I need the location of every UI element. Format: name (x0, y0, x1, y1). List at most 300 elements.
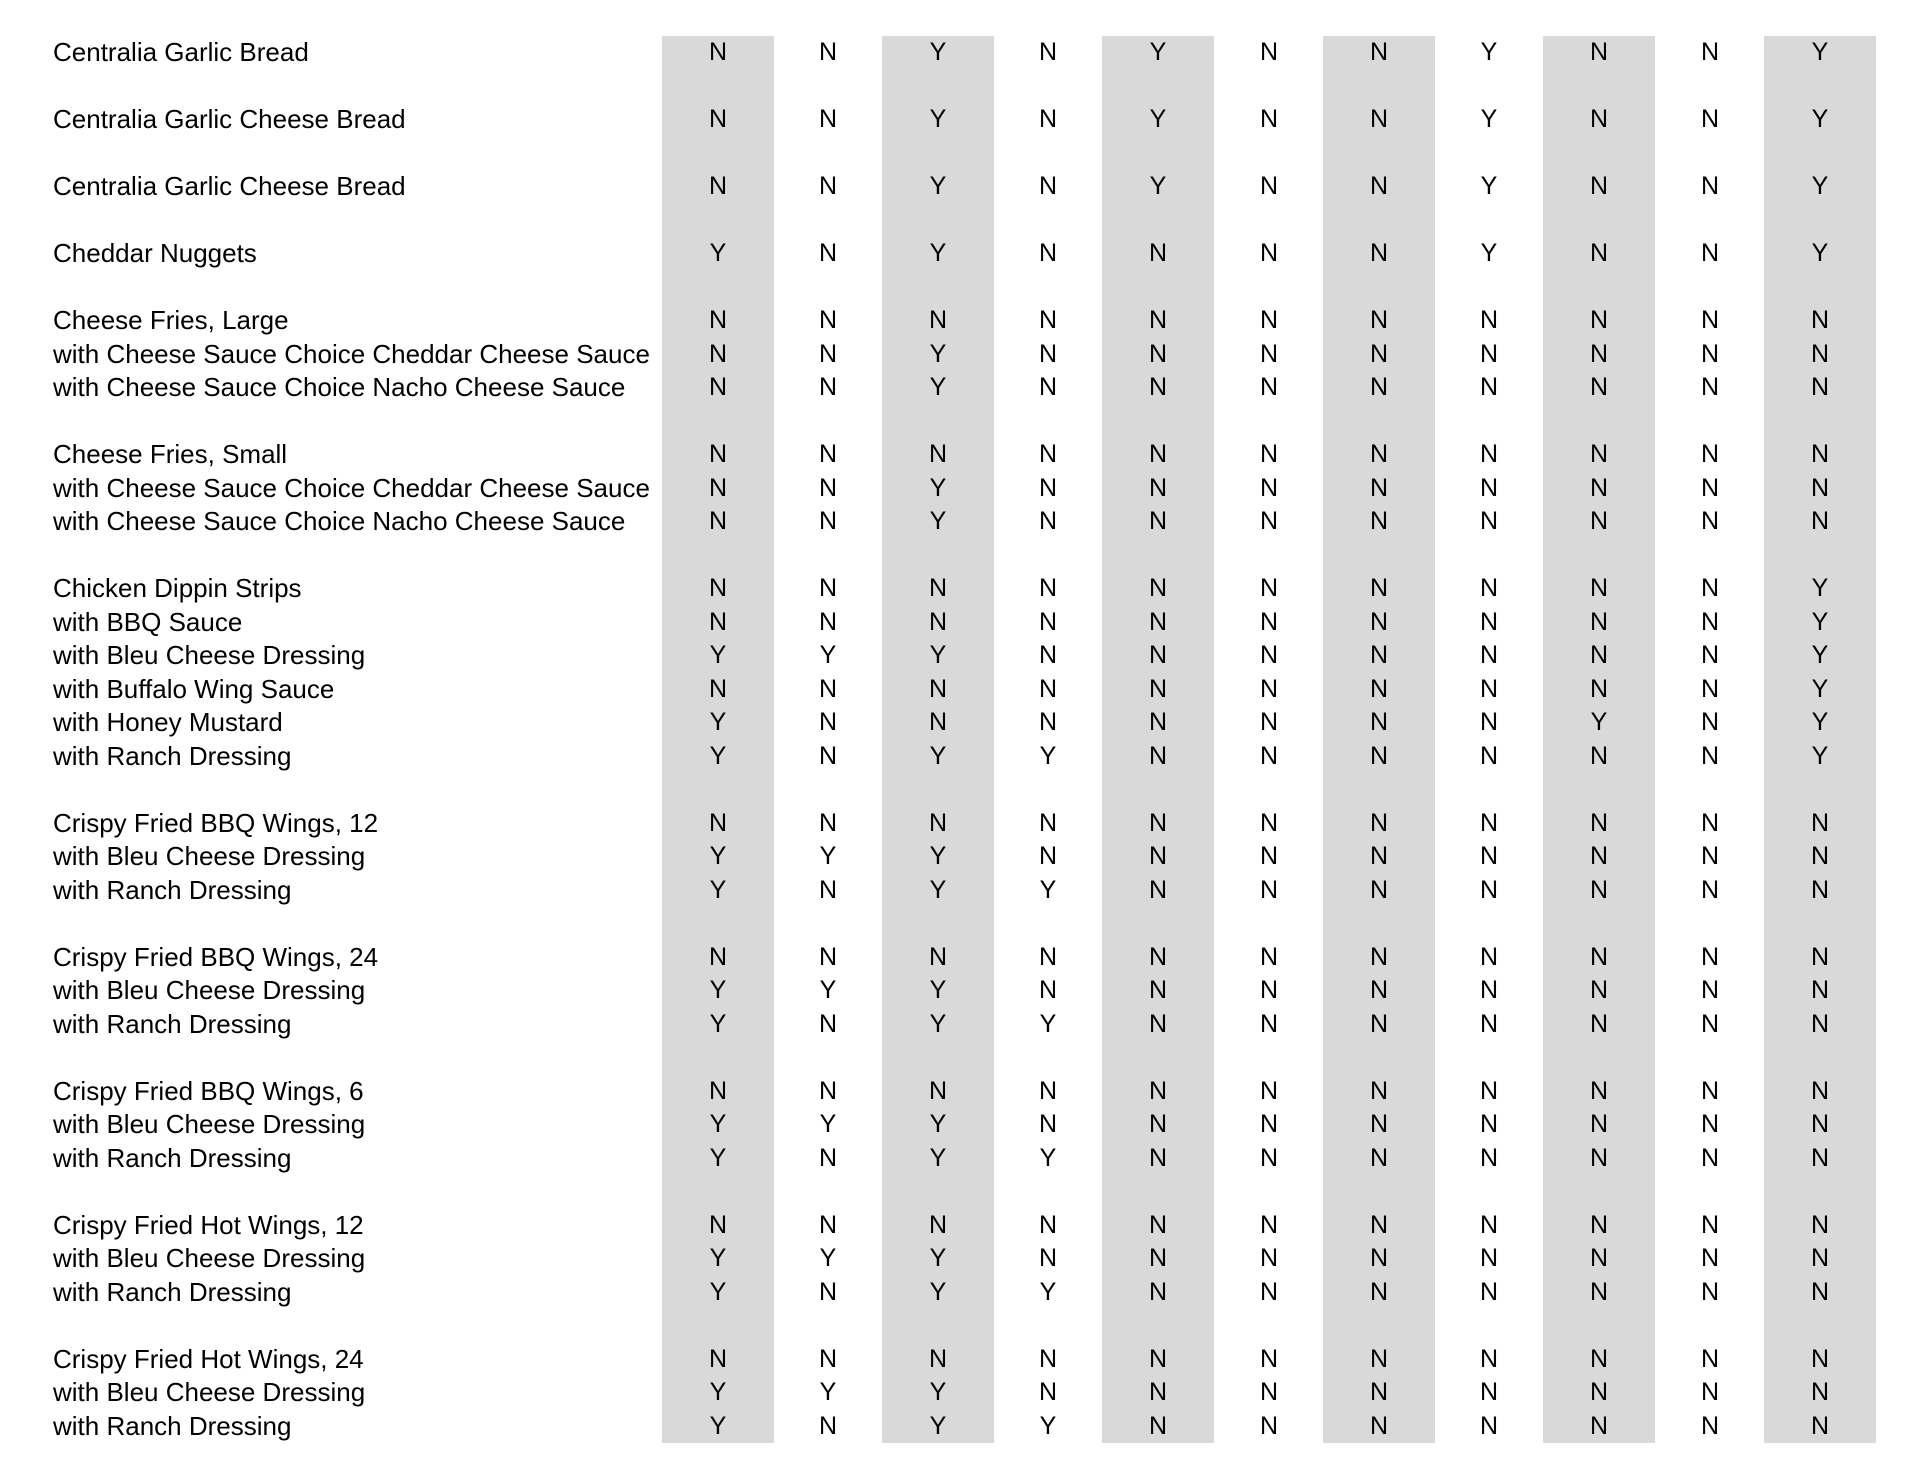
cell-value: N (1259, 306, 1279, 334)
cell-value: N (1148, 1378, 1168, 1406)
table-row (0, 237, 1920, 271)
cell-value: N (1589, 574, 1609, 602)
cell-value: N (1259, 1411, 1279, 1440)
cell-value: N (1589, 1076, 1609, 1105)
cell-value: N (1038, 473, 1058, 502)
item-option-label: with Buffalo Wing Sauce (53, 673, 335, 704)
cell-value: N (1589, 1411, 1609, 1440)
cell-value: N (1259, 875, 1279, 904)
cell-value: N (818, 473, 838, 502)
cell-value: N (1369, 1076, 1389, 1105)
cell-value: N (708, 1076, 728, 1105)
cell-value: N (1810, 1411, 1830, 1440)
cell-value: N (1810, 1344, 1830, 1373)
cell-value: N (1148, 473, 1168, 502)
cell-value: N (1259, 38, 1279, 66)
cell-value: N (1038, 708, 1058, 736)
table-row (0, 639, 1920, 673)
cell-value: N (1589, 942, 1609, 971)
cell-value: N (1589, 808, 1609, 837)
table-row (0, 606, 1920, 640)
cell-value: Y (929, 373, 947, 401)
table-row (0, 1008, 1920, 1042)
cell-value: N (1479, 842, 1499, 870)
table-row (0, 1242, 1920, 1276)
cell-value: N (1589, 607, 1609, 636)
cell-value: N (1700, 842, 1720, 870)
cell-value: Y (929, 1009, 947, 1038)
item-option-label: with Bleu Cheese Dressing (53, 1377, 366, 1407)
cell-value: N (1148, 1143, 1168, 1172)
item-label: Cheddar Nuggets (53, 238, 257, 268)
cell-value: N (1259, 741, 1279, 770)
cell-value: N (928, 674, 948, 703)
cell-value: N (1148, 1277, 1168, 1306)
cell-value: N (1259, 976, 1279, 1004)
cell-value: N (1369, 1411, 1389, 1440)
cell-value: N (928, 1210, 948, 1239)
cell-value: N (1700, 708, 1720, 736)
cell-value: N (1148, 1009, 1168, 1038)
cell-value: N (1810, 1110, 1830, 1138)
item-option-label: with Ranch Dressing (53, 1410, 292, 1441)
cell-value: N (1038, 507, 1058, 535)
cell-value: Y (709, 741, 727, 770)
item-option-label: with Bleu Cheese Dressing (53, 975, 366, 1005)
cell-value: N (1369, 507, 1389, 535)
cell-value: N (818, 1009, 838, 1038)
cell-value: N (1589, 875, 1609, 904)
cell-value: N (818, 1344, 838, 1373)
cell-value: N (708, 607, 728, 636)
cell-value: N (928, 1076, 948, 1105)
cell-value: N (1700, 741, 1720, 770)
cell-value: N (1369, 339, 1389, 368)
cell-value: N (818, 942, 838, 971)
table-row (0, 706, 1920, 740)
cell-value: N (1700, 373, 1720, 401)
item-option-label: with Ranch Dressing (53, 1142, 292, 1173)
table-row (0, 438, 1920, 472)
cell-value: N (1259, 674, 1279, 703)
cell-value: N (1259, 507, 1279, 535)
cell-value: N (1369, 708, 1389, 736)
table-row (0, 1276, 1920, 1310)
cell-value: N (1810, 339, 1830, 368)
cell-value: N (1589, 38, 1609, 66)
cell-value: N (1700, 38, 1720, 66)
cell-value: N (1369, 1244, 1389, 1272)
cell-value: N (1810, 306, 1830, 334)
table-row (0, 371, 1920, 405)
table-row (0, 1410, 1920, 1444)
cell-value: N (818, 1277, 838, 1306)
cell-value: N (1700, 473, 1720, 502)
table-row (0, 1142, 1920, 1176)
cell-value: Y (1039, 1411, 1057, 1440)
cell-value: N (1700, 942, 1720, 971)
cell-value: Y (1480, 239, 1498, 267)
table-row (0, 170, 1920, 204)
cell-value: N (1479, 339, 1499, 368)
item-label: Centralia Garlic Bread (53, 37, 309, 67)
cell-value: N (708, 172, 728, 200)
cell-value: N (1589, 1210, 1609, 1239)
cell-value: N (1148, 1411, 1168, 1440)
cell-value: N (1038, 1344, 1058, 1373)
cell-value: N (1589, 105, 1609, 133)
item-option-label: with Ranch Dressing (53, 874, 292, 905)
cell-value: N (928, 440, 948, 468)
cell-value: N (928, 306, 948, 334)
cell-value: N (1148, 842, 1168, 870)
cell-value: N (1700, 1110, 1720, 1138)
cell-value: N (818, 708, 838, 736)
table-row (0, 840, 1920, 874)
cell-value: N (1369, 473, 1389, 502)
cell-value: N (818, 674, 838, 703)
cell-value: N (1700, 1076, 1720, 1105)
cell-value: N (1259, 942, 1279, 971)
cell-value: Y (819, 1378, 837, 1406)
cell-value: N (1810, 473, 1830, 502)
cell-value: Y (929, 976, 947, 1004)
cell-value: N (708, 507, 728, 535)
cell-value: N (818, 172, 838, 200)
item-label: Cheese Fries, Small (53, 439, 288, 469)
item-option-label: with Cheese Sauce Choice Cheddar Cheese Sauce (53, 338, 650, 369)
cell-value: N (1259, 1344, 1279, 1373)
item-option-label: with Bleu Cheese Dressing (53, 1243, 366, 1273)
cell-value: N (1369, 875, 1389, 904)
cell-value: N (1810, 440, 1830, 468)
cell-value: N (1148, 976, 1168, 1004)
cell-value: N (1479, 875, 1499, 904)
cell-value: N (1589, 239, 1609, 267)
table-row (0, 103, 1920, 137)
cell-value: N (1700, 1210, 1720, 1239)
cell-value: N (1259, 1210, 1279, 1239)
cell-value: N (1259, 105, 1279, 133)
cell-value: N (1589, 373, 1609, 401)
cell-value: N (1259, 473, 1279, 502)
cell-value: Y (709, 976, 727, 1004)
cell-value: N (708, 440, 728, 468)
cell-value: N (1700, 306, 1720, 334)
cell-value: Y (709, 641, 727, 669)
item-label: Crispy Fried BBQ Wings, 6 (53, 1075, 364, 1106)
cell-value: N (1700, 440, 1720, 468)
cell-value: Y (1480, 38, 1498, 66)
cell-value: Y (1480, 105, 1498, 133)
cell-value: N (1479, 942, 1499, 971)
cell-value: Y (1811, 674, 1829, 703)
cell-value: N (1259, 607, 1279, 636)
cell-value: N (1700, 507, 1720, 535)
cell-value: N (1369, 105, 1389, 133)
cell-value: Y (929, 741, 947, 770)
cell-value: N (1479, 607, 1499, 636)
item-option-label: with Ranch Dressing (53, 1008, 292, 1039)
cell-value: N (1589, 1110, 1609, 1138)
cell-value: Y (929, 1277, 947, 1306)
cell-value: N (1259, 574, 1279, 602)
cell-value: N (708, 1210, 728, 1239)
cell-value: N (1369, 607, 1389, 636)
cell-value: N (1259, 842, 1279, 870)
cell-value: N (818, 607, 838, 636)
cell-value: Y (1480, 172, 1498, 200)
table-row (0, 36, 1920, 70)
cell-value: Y (709, 875, 727, 904)
cell-value: N (1038, 1210, 1058, 1239)
cell-value: N (1479, 373, 1499, 401)
cell-value: Y (1811, 239, 1829, 267)
cell-value: Y (929, 1378, 947, 1406)
cell-value: Y (1811, 641, 1829, 669)
cell-value: N (1700, 574, 1720, 602)
cell-value: N (1038, 574, 1058, 602)
cell-value: Y (1149, 38, 1167, 66)
cell-value: Y (1811, 172, 1829, 200)
cell-value: N (1479, 507, 1499, 535)
cell-value: N (1148, 373, 1168, 401)
cell-value: Y (709, 1110, 727, 1138)
cell-value: N (1479, 1411, 1499, 1440)
cell-value: N (1589, 741, 1609, 770)
cell-value: N (1700, 808, 1720, 837)
cell-value: N (818, 306, 838, 334)
cell-value: N (1038, 1110, 1058, 1138)
cell-value: N (1479, 1143, 1499, 1172)
item-label: Crispy Fried Hot Wings, 24 (53, 1343, 364, 1374)
cell-value: N (1589, 674, 1609, 703)
cell-value: N (1589, 1277, 1609, 1306)
cell-value: N (1479, 708, 1499, 736)
table-row (0, 1209, 1920, 1243)
cell-value: N (818, 574, 838, 602)
cell-value: N (1700, 1244, 1720, 1272)
cell-value: N (1369, 1277, 1389, 1306)
cell-value: N (1589, 1244, 1609, 1272)
cell-value: N (1038, 105, 1058, 133)
cell-value: N (1259, 1076, 1279, 1105)
cell-value: N (1259, 708, 1279, 736)
cell-value: N (1810, 373, 1830, 401)
cell-value: N (928, 942, 948, 971)
cell-value: N (1038, 306, 1058, 334)
cell-value: N (1148, 708, 1168, 736)
cell-value: Y (709, 1411, 727, 1440)
cell-value: N (1369, 842, 1389, 870)
cell-value: Y (929, 1411, 947, 1440)
item-label: Centralia Garlic Cheese Bread (53, 104, 406, 134)
cell-value: N (1369, 574, 1389, 602)
cell-value: Y (929, 473, 947, 502)
cell-value: Y (1149, 105, 1167, 133)
cell-value: N (1479, 306, 1499, 334)
cell-value: N (1589, 976, 1609, 1004)
cell-value: N (1148, 607, 1168, 636)
cell-value: N (1148, 942, 1168, 971)
cell-value: N (1038, 1378, 1058, 1406)
cell-value: N (1810, 842, 1830, 870)
cell-value: N (1148, 1244, 1168, 1272)
cell-value: Y (819, 976, 837, 1004)
cell-value: N (1259, 1009, 1279, 1038)
cell-value: N (1369, 38, 1389, 66)
cell-value: Y (1590, 708, 1608, 736)
cell-value: N (1700, 239, 1720, 267)
cell-value: Y (929, 842, 947, 870)
cell-value: N (1589, 1378, 1609, 1406)
cell-value: Y (929, 641, 947, 669)
cell-value: N (708, 674, 728, 703)
cell-value: Y (709, 842, 727, 870)
cell-value: N (708, 942, 728, 971)
cell-value: N (1259, 1277, 1279, 1306)
cell-value: N (1038, 38, 1058, 66)
cell-value: N (1148, 1344, 1168, 1373)
table-row (0, 304, 1920, 338)
cell-value: N (1479, 1110, 1499, 1138)
cell-value: Y (1039, 875, 1057, 904)
cell-value: N (1810, 1244, 1830, 1272)
cell-value: N (1479, 440, 1499, 468)
cell-value: N (1479, 1277, 1499, 1306)
cell-value: N (1369, 172, 1389, 200)
cell-value: N (1589, 641, 1609, 669)
cell-value: N (818, 875, 838, 904)
cell-value: N (818, 440, 838, 468)
cell-value: N (928, 1344, 948, 1373)
table-row (0, 1108, 1920, 1142)
cell-value: N (1369, 1378, 1389, 1406)
cell-value: Y (709, 1277, 727, 1306)
cell-value: N (1038, 239, 1058, 267)
cell-value: N (1479, 808, 1499, 837)
table-row (0, 874, 1920, 908)
cell-value: N (1700, 1143, 1720, 1172)
cell-value: N (1369, 1143, 1389, 1172)
cell-value: N (1479, 574, 1499, 602)
cell-value: Y (1039, 1143, 1057, 1172)
cell-value: N (1589, 440, 1609, 468)
cell-value: Y (819, 1244, 837, 1272)
cell-value: Y (709, 708, 727, 736)
cell-value: N (1148, 641, 1168, 669)
cell-value: N (1589, 339, 1609, 368)
cell-value: N (1810, 1210, 1830, 1239)
cell-value: N (1810, 1009, 1830, 1038)
cell-value: N (1259, 239, 1279, 267)
cell-value: N (818, 1143, 838, 1172)
item-option-label: with Ranch Dressing (53, 740, 292, 771)
cell-value: N (1369, 306, 1389, 334)
cell-value: N (928, 607, 948, 636)
cell-value: Y (929, 172, 947, 200)
item-label: Crispy Fried BBQ Wings, 12 (53, 807, 379, 838)
cell-value: N (1589, 1143, 1609, 1172)
cell-value: N (708, 574, 728, 602)
cell-value: Y (709, 1244, 727, 1272)
cell-value: Y (929, 1143, 947, 1172)
table-row (0, 1075, 1920, 1109)
item-label: Chicken Dippin Strips (53, 573, 302, 603)
item-option-label: with Bleu Cheese Dressing (53, 841, 366, 871)
cell-value: Y (819, 842, 837, 870)
cell-value: N (1810, 1076, 1830, 1105)
cell-value: N (1369, 976, 1389, 1004)
item-option-label: with BBQ Sauce (53, 606, 243, 637)
cell-value: N (1038, 607, 1058, 636)
cell-value: Y (1039, 1277, 1057, 1306)
table-row (0, 472, 1920, 506)
cell-value: N (1810, 976, 1830, 1004)
cell-value: N (1700, 875, 1720, 904)
cell-value: N (928, 574, 948, 602)
table-row (0, 807, 1920, 841)
cell-value: N (1259, 339, 1279, 368)
cell-value: N (708, 306, 728, 334)
cell-value: N (1589, 507, 1609, 535)
cell-value: N (818, 1076, 838, 1105)
cell-value: N (1148, 674, 1168, 703)
cell-value: N (1369, 1110, 1389, 1138)
cell-value: N (1259, 1110, 1279, 1138)
table-row (0, 941, 1920, 975)
cell-value: N (1038, 808, 1058, 837)
cell-value: N (1038, 440, 1058, 468)
cell-value: N (818, 808, 838, 837)
cell-value: N (1038, 976, 1058, 1004)
cell-value: N (1810, 808, 1830, 837)
item-option-label: with Honey Mustard (53, 707, 283, 737)
cell-value: Y (709, 239, 727, 267)
cell-value: N (928, 708, 948, 736)
cell-value: N (1479, 473, 1499, 502)
cell-value: N (708, 105, 728, 133)
cell-value: N (1479, 674, 1499, 703)
item-option-label: with Cheese Sauce Choice Nacho Cheese Sauce (53, 506, 626, 536)
cell-value: N (1148, 1076, 1168, 1105)
cell-value: N (1148, 306, 1168, 334)
cell-value: N (818, 1210, 838, 1239)
cell-value: N (1700, 641, 1720, 669)
cell-value: N (1700, 105, 1720, 133)
cell-value: N (1369, 1344, 1389, 1373)
cell-value: Y (1811, 741, 1829, 770)
item-option-label: with Bleu Cheese Dressing (53, 1109, 366, 1139)
cell-value: Y (929, 1110, 947, 1138)
cell-value: N (1700, 607, 1720, 636)
cell-value: N (1148, 741, 1168, 770)
cell-value: Y (929, 339, 947, 368)
table-row (0, 1376, 1920, 1410)
cell-value: N (1369, 373, 1389, 401)
cell-value: N (1700, 1411, 1720, 1440)
table-row (0, 673, 1920, 707)
cell-value: N (1589, 842, 1609, 870)
cell-value: N (1259, 172, 1279, 200)
cell-value: N (1259, 1143, 1279, 1172)
cell-value: N (1369, 808, 1389, 837)
table-row (0, 1343, 1920, 1377)
cell-value: N (1038, 674, 1058, 703)
cell-value: N (1479, 1009, 1499, 1038)
cell-value: N (1369, 641, 1389, 669)
cell-value: N (1148, 808, 1168, 837)
